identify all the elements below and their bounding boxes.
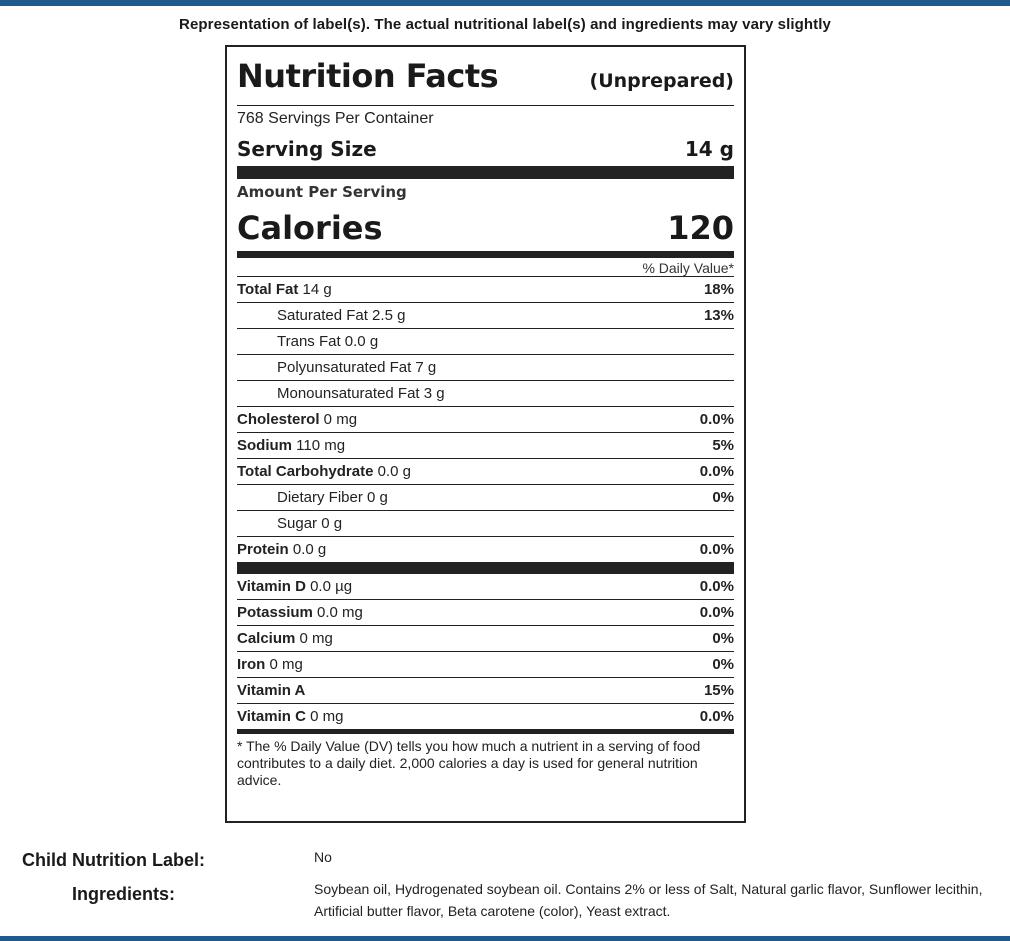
vitamin-dv: 0.0% [699, 578, 734, 595]
vitamin-amount: 0 mg [305, 708, 344, 725]
vitamin-dv: 0.0% [699, 604, 734, 621]
vitamin-name: Vitamin D [237, 578, 306, 595]
vitamin-dv: 0% [712, 656, 734, 673]
nutrient-row-sugar [237, 510, 734, 536]
calories-label: Calories [237, 209, 383, 247]
nutrient-row-sodium [237, 432, 734, 458]
nutrient-name: Sodium [237, 437, 292, 454]
ingredients-value: Soybean oil, Hydrogenated soybean oil. Contains 2% or less of Salt, Natural garlic flavor, Sunflower lecithin, Artificial butter flavor, Beta carotene (color), Yeast extract. [314, 881, 983, 919]
nutrient-row-monounsaturated-fat [237, 380, 734, 406]
vitamin-dv: 0% [712, 630, 734, 647]
nutrient-row-cholesterol [237, 406, 734, 432]
nutrient-amount: 110 mg [292, 437, 346, 454]
nutrient-name: Cholesterol [237, 411, 320, 428]
vitamin-row-vitamin-a [237, 677, 734, 703]
child-nutrition-label: Child Nutrition Label: [22, 850, 205, 870]
nutrient-row-total-fat [237, 276, 734, 302]
nutrient-name: Polyunsaturated Fat 7 g [277, 359, 437, 376]
nutrient-name: Trans Fat 0.0 g [277, 333, 379, 350]
vitamin-amount: 0.0 mg [312, 604, 363, 621]
vitamin-amount: 0 mg [295, 630, 333, 647]
vitamin-row-vitamin-d [237, 574, 734, 599]
serving-size-row [237, 132, 734, 166]
nutrient-name: Total Carbohydrate [237, 463, 374, 480]
vitamin-row-iron [237, 651, 734, 677]
nutrient-dv: 0% [712, 489, 734, 506]
nutrient-name: Dietary Fiber 0 g [277, 489, 388, 506]
nutrient-name: Total Fat [237, 281, 299, 298]
vitamin-name: Calcium [237, 630, 296, 647]
vitamin-row-potassium [237, 599, 734, 625]
vitamin-name: Vitamin A [237, 682, 306, 699]
daily-value-footnote: * The % Daily Value (DV) tells you how much a nutrient in a serving of food contributes to a daily diet. 2,000 calories a day is used for general nutrition advice. [237, 738, 701, 788]
bottom-accent-bar [0, 936, 1010, 941]
nutrient-dv: 0.0% [699, 411, 734, 428]
vitamin-name: Potassium [237, 604, 313, 621]
nutrient-amount: 0 mg [319, 411, 358, 428]
label-title-sub: (Unprepared) [589, 70, 734, 92]
vitamin-amount: 0 mg [265, 656, 303, 673]
ingredients-label: Ingredients: [72, 884, 176, 904]
vitamin-name: Vitamin C [237, 708, 306, 725]
nutrient-dv: 0.0% [699, 541, 734, 558]
nutrient-amount: 0.0 g [373, 463, 411, 480]
nutrient-row-saturated-fat [237, 302, 734, 328]
vitamin-dv: 0.0% [699, 708, 734, 725]
vitamin-amount: 0.0 µg [305, 578, 353, 595]
serving-size-value: 14 g [684, 137, 734, 161]
nutrient-amount: 0.0 g [288, 541, 327, 558]
nutrient-dv: 18% [703, 281, 734, 298]
nutrient-dv: 13% [703, 307, 734, 324]
vitamin-row-calcium [237, 625, 734, 651]
disclaimer-text: Representation of label(s). The actual nutritional label(s) and ingredients may vary slightly [179, 16, 831, 33]
nutrient-row-protein [237, 536, 734, 562]
nutrition-facts-label [225, 45, 746, 823]
vitamin-row-vitamin-c [237, 703, 734, 729]
top-accent-bar [0, 0, 1010, 6]
nutrient-dv: 0.0% [699, 463, 734, 480]
daily-value-header: % Daily Value* [642, 260, 734, 276]
nutrient-row-trans-fat [237, 328, 734, 354]
nutrient-name: Sugar 0 g [277, 515, 343, 532]
vitamin-name: Iron [237, 656, 266, 673]
vitamin-dv: 15% [703, 682, 734, 699]
calories-value: 120 [667, 209, 734, 247]
serving-size-label: Serving Size [237, 137, 377, 161]
nutrient-amount: 14 g [298, 281, 332, 298]
nutrient-row-polyunsaturated-fat [237, 354, 734, 380]
nutrient-row-dietary-fiber [237, 484, 734, 510]
calories-divider [237, 251, 734, 258]
servings-per-container: 768 Servings Per Container [237, 110, 434, 127]
amount-per-serving: Amount Per Serving [237, 183, 407, 201]
calories-row [237, 203, 734, 251]
child-nutrition-value: No [314, 849, 332, 865]
protein-divider [237, 562, 734, 574]
nutrient-name: Saturated Fat 2.5 g [277, 307, 406, 324]
nutrient-name: Monounsaturated Fat 3 g [277, 385, 445, 402]
nutrient-row-total-carbohydrate [237, 458, 734, 484]
nutrient-dv: 5% [712, 437, 734, 454]
thick-divider [237, 166, 734, 179]
nutrient-name: Protein [237, 541, 289, 558]
label-title-row [237, 47, 734, 105]
label-title: Nutrition Facts [237, 57, 499, 95]
